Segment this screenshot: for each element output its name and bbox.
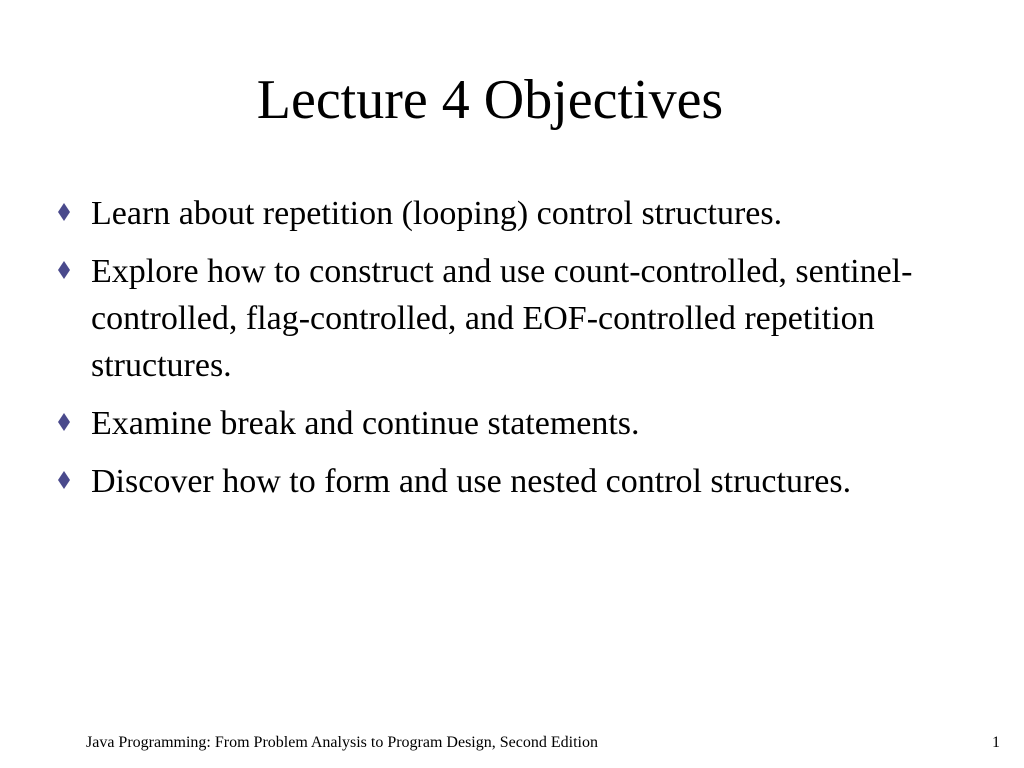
bullet-item — [56, 248, 956, 389]
bullet-item — [56, 190, 956, 237]
bullet-text: Examine break and continue statements. — [91, 405, 640, 442]
slide-title: Lecture 4 Objectives — [256, 69, 724, 131]
footer-source: Java Programming: From Problem Analysis to Program Design, Second Edition — [86, 734, 598, 751]
objectives-list — [56, 190, 956, 516]
bullet-item — [56, 458, 956, 505]
bullet-text: Learn about repetition (looping) control structures. — [91, 195, 783, 232]
bullet-text: Explore how to construct and use count-controlled, sentinel-controlled, flag-controlled, and EOF-controlled repetition structures. — [91, 253, 913, 384]
bullet-text: Discover how to form and use nested control structures. — [91, 463, 852, 500]
diamond-bullet-icon — [58, 413, 70, 431]
bullet-item — [56, 400, 956, 447]
diamond-bullet-icon — [58, 203, 70, 221]
diamond-bullet-icon — [58, 471, 70, 489]
page-number: 1 — [992, 734, 1000, 751]
diamond-bullet-icon — [58, 261, 70, 279]
